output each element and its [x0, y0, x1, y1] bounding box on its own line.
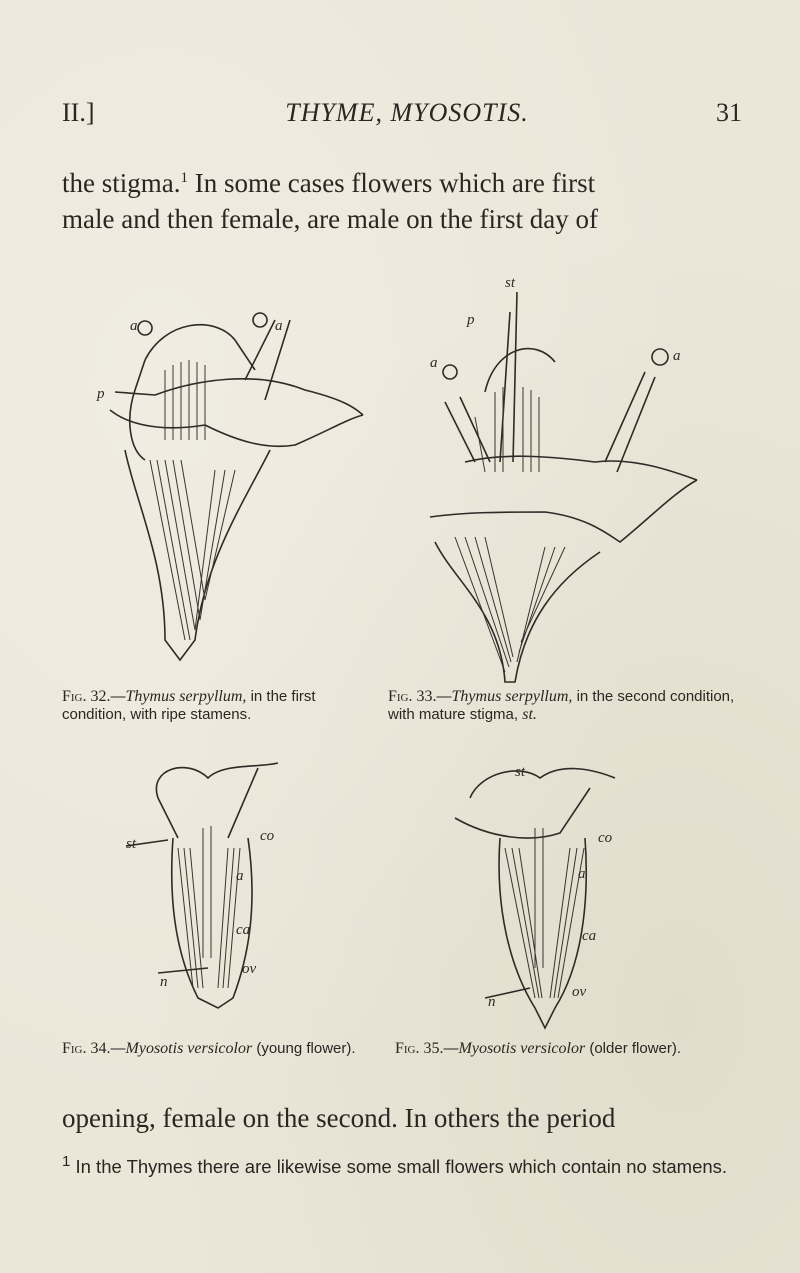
figure-35-illustration	[440, 758, 650, 1038]
running-header	[62, 98, 742, 134]
fig34-number: Fig. 34.	[62, 1040, 111, 1057]
fig34-species: Myosotis versicolor	[125, 1040, 253, 1057]
paragraph-bottom	[62, 1100, 742, 1136]
page-number: 31	[716, 98, 742, 127]
fig33-label-p: p	[467, 312, 475, 328]
text-line-bottom: opening, female on the second. In others the period	[62, 1103, 616, 1133]
fig35-caption-text: (older flower).	[585, 1040, 682, 1057]
fig33-number: Fig. 33.	[388, 688, 437, 705]
figure-34-illustration	[118, 758, 318, 1018]
figure-33-caption: Fig. 33.—Thymus serpyllum, in the second condition, with mature stigma, st.	[388, 688, 735, 723]
fig33-species: Thymus serpyllum,	[451, 688, 573, 705]
figure-32-caption: Fig. 32.—Thymus serpyllum, in the first condition, with ripe stamens.	[62, 688, 316, 723]
fig35-label-ca: ca	[582, 928, 597, 944]
fig34-drawing	[126, 763, 278, 1008]
fig33-label-a2: a	[673, 348, 681, 364]
fig35-label-a: a	[578, 866, 586, 882]
text-line-1a: the stigma.	[62, 168, 181, 198]
footnote-ref: 1	[180, 170, 188, 186]
fig32-species: Thymus serpyllum,	[125, 688, 247, 705]
fig33-label-a1: a	[430, 355, 438, 371]
fig32-label-a1: a	[130, 318, 138, 334]
figure-33-illustration	[405, 262, 705, 692]
fig34-label-ca: ca	[236, 922, 251, 938]
fig32-caption-text: in the first condition, with ripe stamens.	[62, 688, 316, 723]
fig34-label-co: co	[260, 828, 275, 844]
text-line-2: male and then female, are male on the first day of	[62, 204, 599, 234]
footnote	[62, 1150, 742, 1179]
fig35-label-co: co	[598, 830, 613, 846]
fig32-number: Fig. 32.	[62, 688, 111, 705]
fig33-caption-text: in the second condition, with mature stigma,	[388, 688, 735, 723]
paragraph-top	[62, 160, 742, 237]
fig35-label-n: n	[488, 994, 496, 1010]
fig34-label-a: a	[236, 868, 244, 884]
fig34-label-n: n	[160, 974, 168, 990]
fig34-caption-text: (young flower).	[252, 1040, 356, 1057]
section-number: II.]	[62, 98, 95, 127]
fig32-label-a2: a	[275, 318, 283, 334]
figure-32-illustration	[95, 300, 365, 670]
footnote-text: In the Thymes there are likewise some small flowers which contain no stamens.	[70, 1156, 728, 1178]
fig33-label-st: st	[505, 275, 516, 291]
fig35-label-st: st	[515, 764, 526, 780]
footnote-mark: 1	[62, 1153, 71, 1170]
fig34-label-st: st	[126, 836, 137, 852]
running-title: THYME, MYOSOTIS.	[285, 98, 529, 127]
text-line-1b: In some cases flowers which are first	[187, 168, 596, 198]
fig32-drawing	[96, 313, 363, 660]
fig33-drawing	[430, 275, 697, 682]
fig35-label-ov: ov	[572, 984, 587, 1000]
fig33-caption-end: st.	[522, 706, 537, 723]
fig35-drawing	[455, 764, 615, 1028]
fig35-number: Fig. 35.	[395, 1040, 444, 1057]
fig32-label-p: p	[97, 386, 105, 402]
figure-35-caption: Fig. 35.—Myosotis versicolor (older flower).	[395, 1040, 682, 1057]
figure-34-caption: Fig. 34.—Myosotis versicolor (young flower).	[62, 1040, 356, 1057]
fig35-species: Myosotis versicolor	[458, 1040, 586, 1057]
fig34-label-ov: ov	[242, 961, 257, 977]
